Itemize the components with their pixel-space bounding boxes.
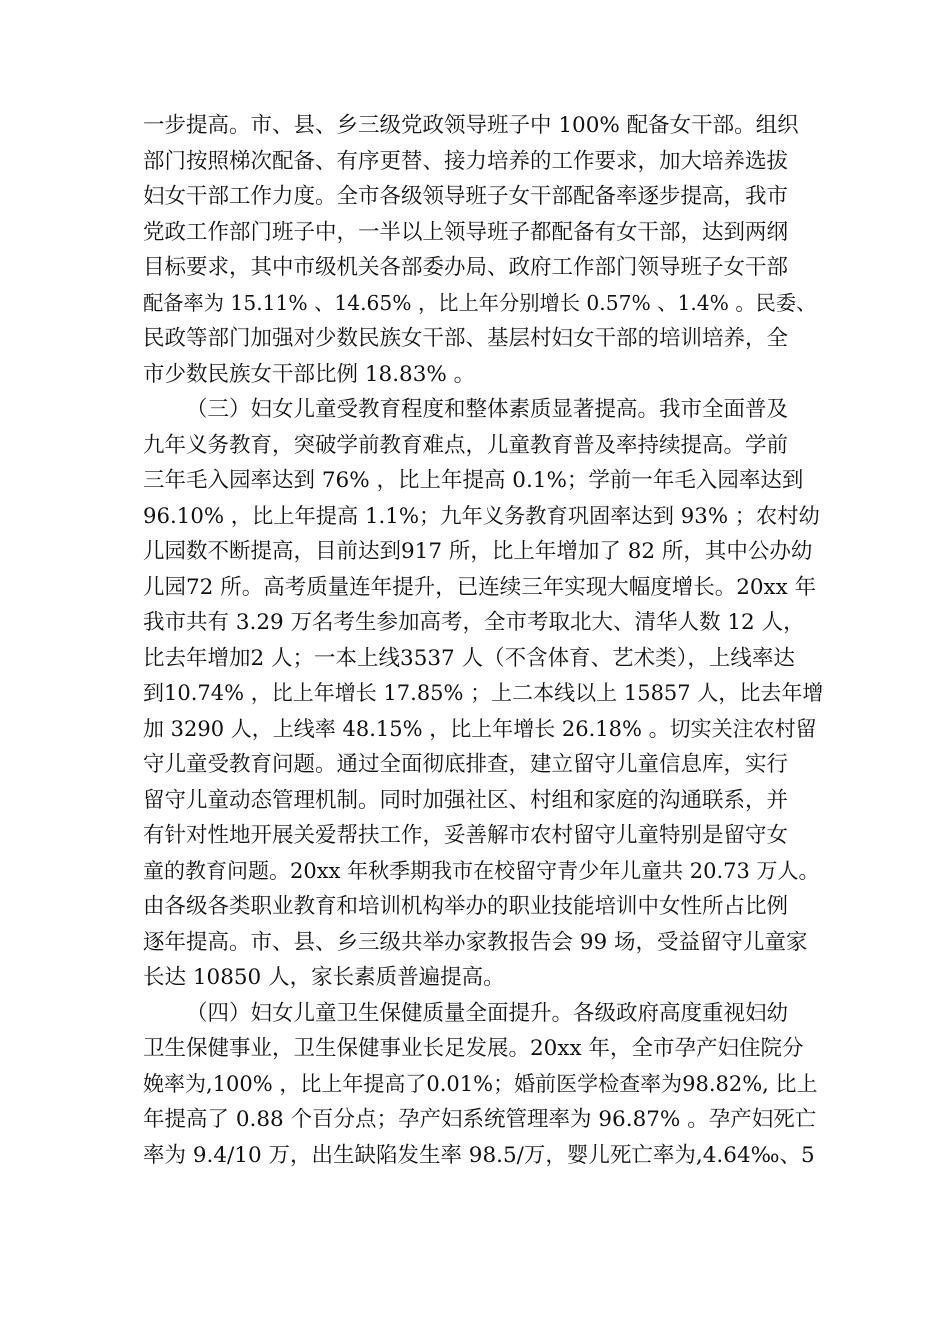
text-line: 童的教育问题。20xx 年秋季期我市在校留守青少年儿童共 20.73 万人。: [143, 858, 820, 883]
text-line: 一步提高。市、县、乡三级党政领导班子中 100% 配备女干部。组织: [143, 113, 799, 138]
paragraph-first-line: （三）妇女儿童受教育程度和整体素质显著提高。我市全面普及: [186, 397, 789, 422]
text-line: 三年毛入园率达到 76% ，比上年提高 0.1%；学前一年毛入园率达到: [143, 468, 804, 493]
text-line: 目标要求，其中市级机关各部委办局、政府工作部门领导班子女干部: [143, 255, 789, 280]
text-line: 九年义务教育，突破学前教育难点，儿童教育普及率持续提高。学前: [143, 432, 789, 458]
text-line: 96.10% ，比上年提高 1.1%；九年义务教育巩固率达到 93% ；农村幼: [143, 503, 820, 529]
text-line: 市少数民族女干部比例 18.83% 。: [143, 361, 476, 387]
text-line: 比去年增加2 人；一本上线3537 人（不含体育、艺术类），上线率达: [143, 645, 795, 671]
text-line: 守儿童受教育问题。通过全面彻底排查，建立留守儿童信息库，实行: [143, 752, 789, 777]
text-line: 我市共有 3.29 万名考生参加高考，全市考取北大、清华人数 12 人，: [143, 610, 805, 635]
text-line: 到10.74% ，比上年增长 17.85% ；上二本线以上 15857 人，比去年增: [143, 681, 824, 705]
text-line: 儿园72 所。高考质量连年提升，已连续三年实现大幅度增长。20xx 年: [143, 574, 817, 600]
document-body-text: [143, 108, 824, 1173]
text-line: 配备率为 15.11% 、14.65% ，比上年分别增长 0.57% 、1.4% 。民委、: [143, 290, 817, 315]
text-line: 儿园数不断提高，目前达到917 所，比上年增加了 82 所，其中公办幼: [143, 539, 813, 564]
text-line: 年提高了 0.88 个百分点；孕产妇系统管理率为 96.87% 。孕产妇死亡: [143, 1107, 817, 1132]
text-line: 部门按照梯次配备、有序更替、接力培养的工作要求，加大培养选拔: [143, 148, 789, 174]
text-line: 妇女干部工作力度。全市各级领导班子女干部配备率逐步提高，我市: [143, 184, 789, 209]
text-line: 民政等部门加强对少数民族女干部、基层村妇女干部的培训培养，全: [143, 326, 789, 351]
text-line: 由各级各类职业教育和培训机构举办的职业技能培训中女性所占比例: [143, 894, 789, 919]
text-line: 有针对性地开展关爱帮扶工作，妥善解市农村留守儿童特别是留守女: [143, 823, 789, 848]
text-line: 加 3290 人，上线率 48.15% ，比上年增长 26.18% 。切实关注农村留: [143, 716, 817, 741]
text-line: 留守儿童动态管理机制。同时加强社区、村组和家庭的沟通联系，并: [143, 787, 789, 813]
text-line: 卫生保健事业，卫生保健事业长足发展。20xx 年，全市孕产妇住院分: [143, 1036, 804, 1061]
paragraph-first-line: （四）妇女儿童卫生保健质量全面提升。各级政府高度重视妇幼: [186, 1000, 789, 1026]
text-line: 长达 10850 人，家长素质普遍提高。: [143, 965, 505, 990]
text-line: 率为 9.4/10 万，出生缺陷发生率 98.5/万，婴儿死亡率为,4.64‰、5: [143, 1142, 815, 1168]
text-line: 党政工作部门班子中，一半以上领导班子都配备有女干部，达到两纲: [143, 219, 789, 245]
text-line: 娩率为,100% ，比上年提高了0.01%；婚前医学检查率为98.82%, 比上: [143, 1071, 818, 1096]
text-line: 逐年提高。市、县、乡三级共举办家教报告会 99 场，受益留守儿童家: [143, 929, 808, 955]
